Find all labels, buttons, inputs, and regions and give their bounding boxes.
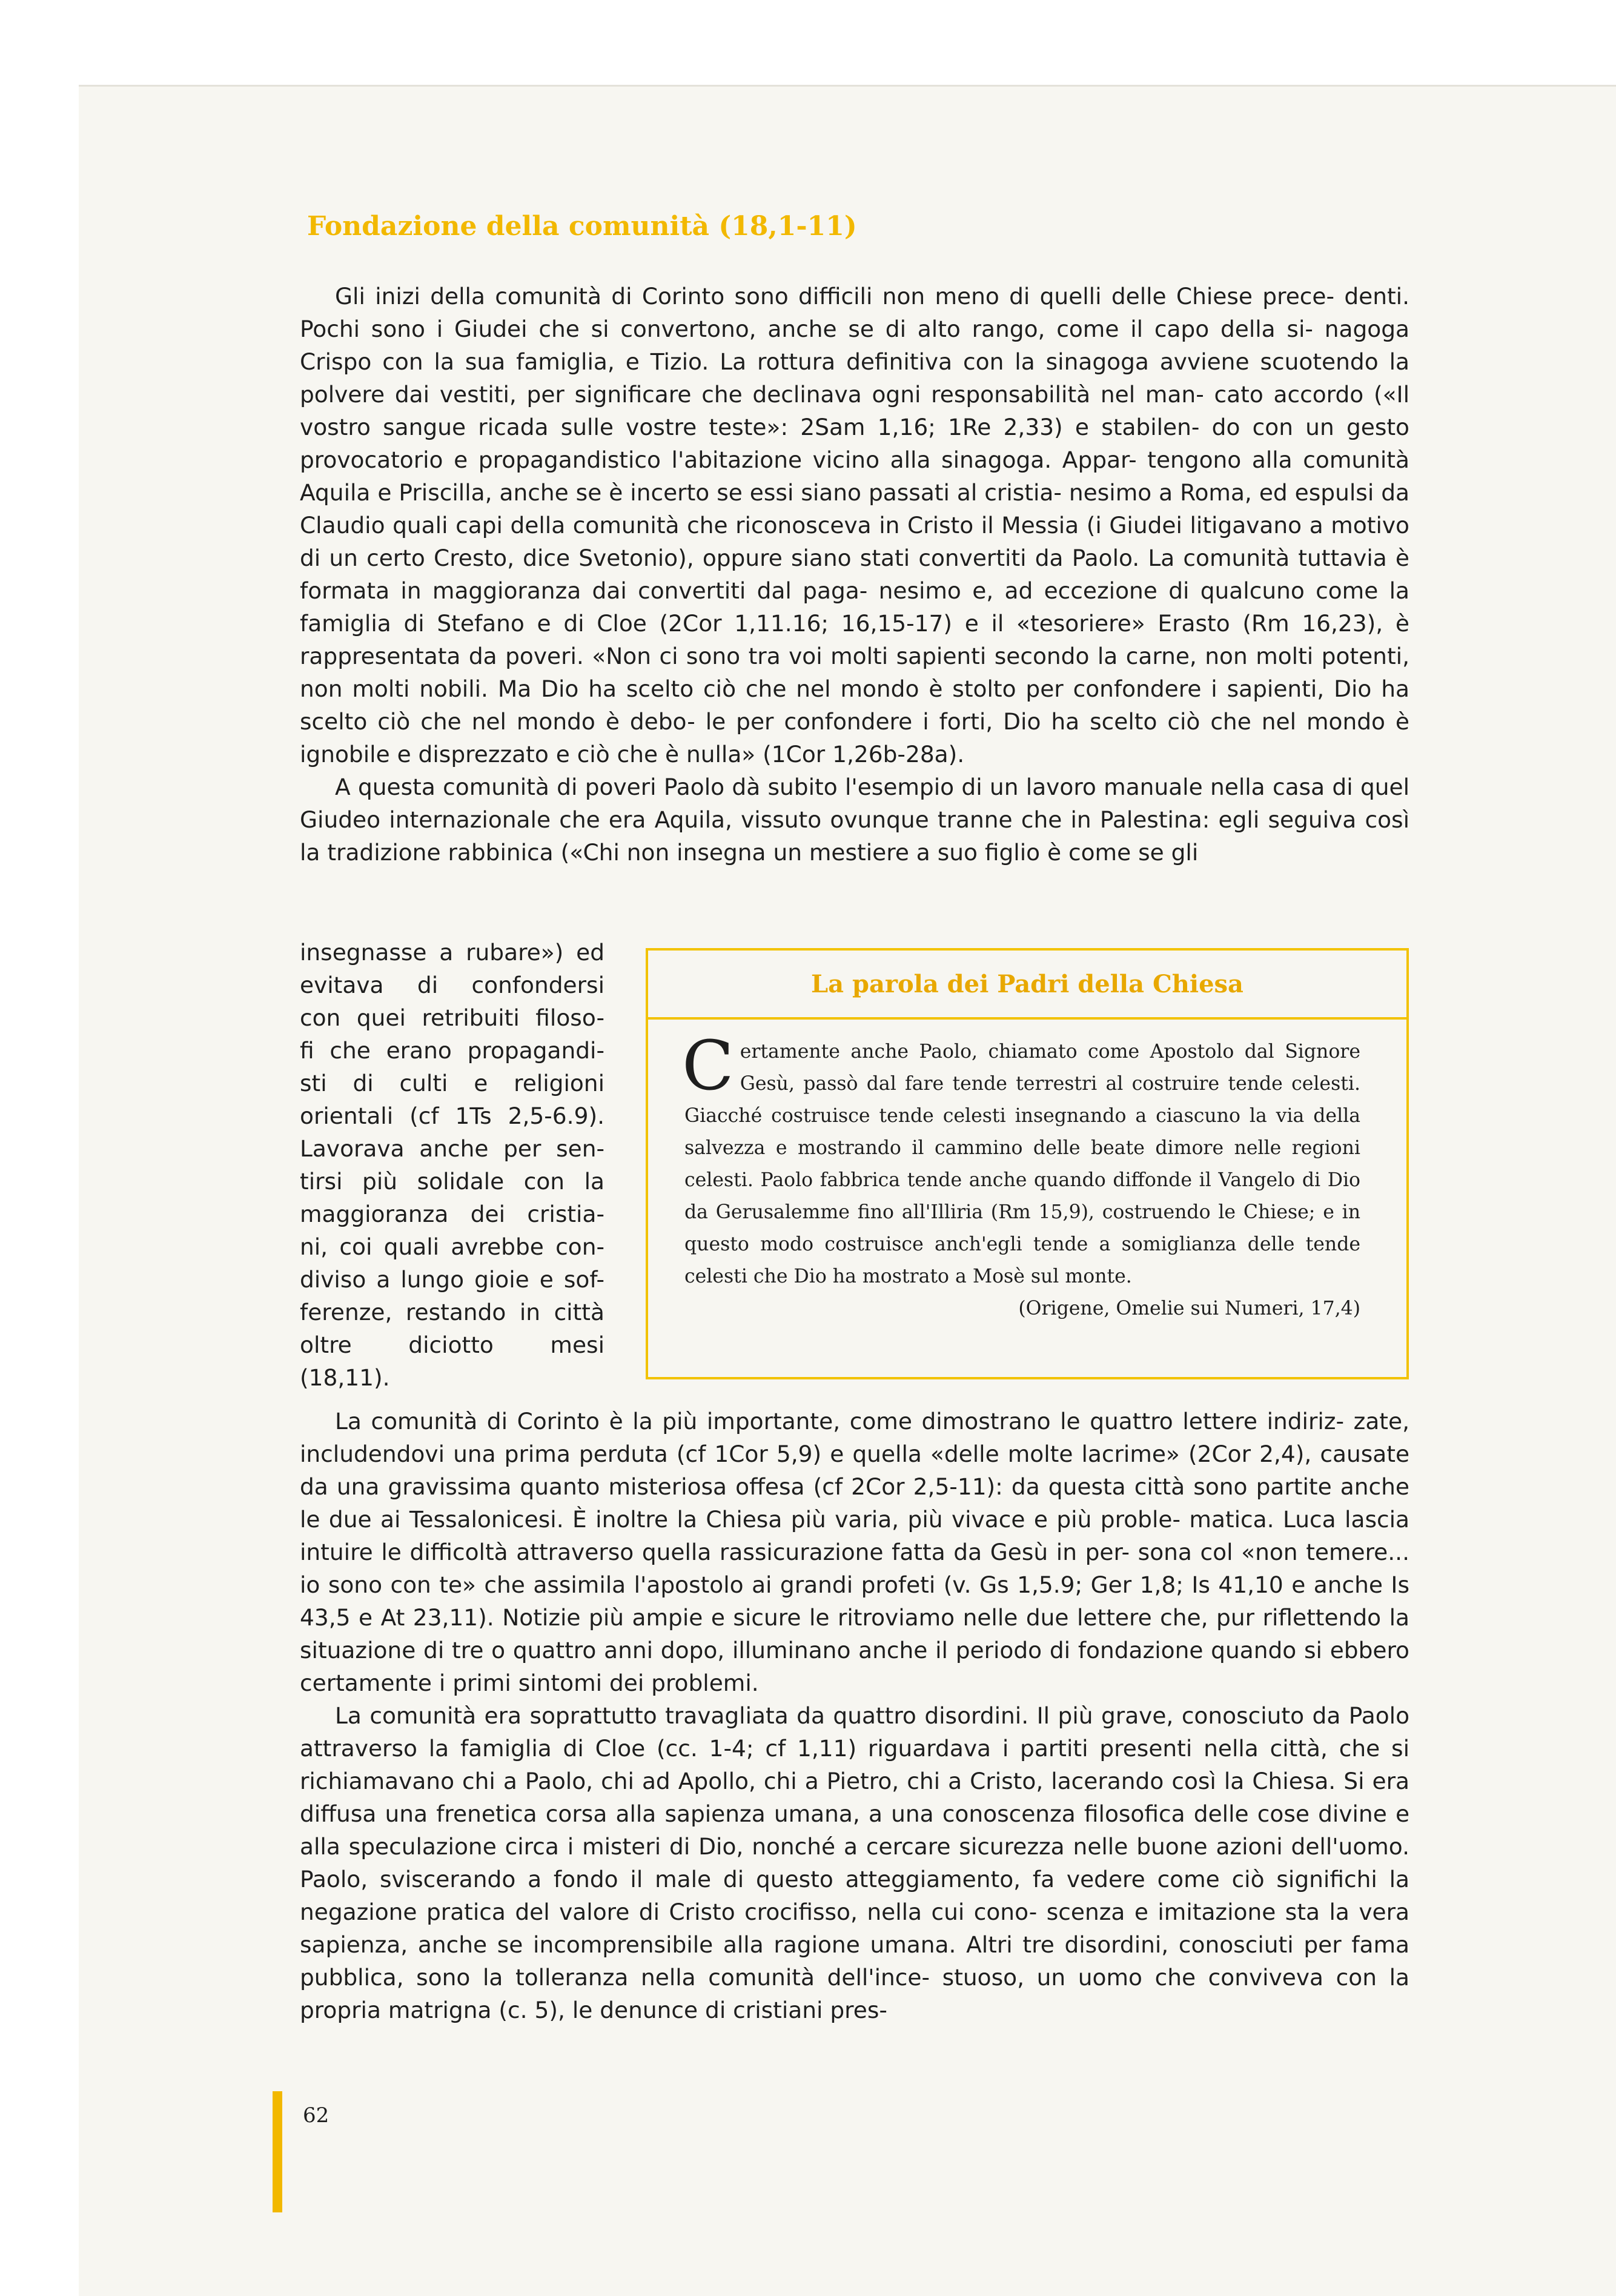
quote-citation: (Origene, Omelie sui Numeri, 17,4) bbox=[1018, 1298, 1360, 1319]
paragraph-2 bbox=[300, 771, 1409, 869]
text-line: Lavorava anche per sen- bbox=[300, 1135, 604, 1162]
text-line: con quei retribuiti filoso- bbox=[300, 1004, 604, 1031]
text-line: nagoga Crispo con la sua famiglia, e Tizio. La rottura definitiva con la sinagoga avviene bbox=[300, 316, 1409, 375]
text-line: periodo di fondazione quando si ebbero certamente i primi sintomi dei problemi. bbox=[300, 1637, 1409, 1696]
text-line: Ger 1,8; Is 41,10 e anche Is 43,5 e At 23,11). Notizie più ampie e sicure le ritroviamo nelle bbox=[300, 1571, 1410, 1631]
text-line: le per confondere i forti, Dio ha scelto ciò che nel mondo è ignobile e disprezzato e ciò che bbox=[300, 708, 1410, 768]
quote-line: beate dimore nelle regioni celesti. Paolo fabbrica tende anche bbox=[684, 1137, 1361, 1191]
text-line: che si richiamavano chi a Paolo, chi ad Apollo, chi a Pietro, chi a Cristo, lacerando così la bbox=[300, 1735, 1409, 1794]
page-number-bar bbox=[273, 2091, 282, 2212]
text-line: Paolo attraverso la famiglia di Cloe (cc. 1-4; cf 1,11) riguardava i partiti presenti nella città, bbox=[300, 1702, 1410, 1762]
text-line: (18,11). bbox=[300, 1364, 390, 1391]
text-line: che nel mondo è stolto per confondere i sapienti, Dio ha scelto ciò che nel mondo è debo- bbox=[300, 675, 1409, 735]
text-line: molti sapienti secondo la carne, non molti potenti, non molti nobili. Ma Dio ha scelto ciò bbox=[300, 643, 1409, 702]
body-text-upper bbox=[300, 280, 1409, 869]
body-text-lower bbox=[300, 1405, 1409, 2026]
quote-box-header bbox=[648, 951, 1406, 1020]
quote-line: ciascuno la via della salvezza e mostrando il cammino delle bbox=[684, 1105, 1361, 1159]
text-line: Gli inizi della comunità di Corinto sono difficili non meno di quelli delle Chiese prece- bbox=[335, 283, 1334, 310]
text-line: orientali (cf 1Ts 2,5-6.9). bbox=[300, 1103, 604, 1129]
text-line: tre disordini, conosciuti per fama pubblica, sono la tolleranza nella comunità dell'ince- bbox=[300, 1931, 1409, 1991]
text-line: due lettere che, pur riflettendo la situazione di tre o quattro anni dopo, illuminano anche il bbox=[300, 1604, 1409, 1664]
text-line: ni, coi quali avrebbe con- bbox=[300, 1233, 604, 1260]
text-line: do con un gesto provocatorio e propagandistico l'abitazione vicino alla sinagoga. Appar- bbox=[300, 414, 1410, 473]
text-line: oltre diciotto mesi bbox=[300, 1332, 604, 1358]
paragraph-1 bbox=[300, 280, 1409, 771]
text-line: denti. Pochi sono i Giudei che si convertono, anche se di alto rango, come il capo della si- bbox=[300, 283, 1410, 342]
text-line: delle cose divine e alla speculazione circa i misteri di Dio, nonché a cercare sicurezza nelle bbox=[300, 1800, 1410, 1860]
text-line: diviso a lungo gioie e sof- bbox=[300, 1266, 604, 1293]
text-line: La comunità era soprattutto travagliata da quattro disordini. Il più grave, conosciuto da bbox=[335, 1702, 1341, 1729]
text-line: buone azioni dell'uomo. Paolo, sviscerando a fondo il male di questo atteggiamento, fa bbox=[300, 1833, 1410, 1893]
paragraph-3 bbox=[300, 1405, 1409, 1699]
quote-line: quando diffonde il Vangelo di Dio da Gerusalemme fino bbox=[684, 1169, 1360, 1223]
text-line: zate, includendovi una prima perduta (cf 1Cor 5,9) e quella «delle molte lacrime» (2Cor 2,4), bbox=[300, 1408, 1409, 1467]
text-line: è nulla» (1Cor 1,26b-28a). bbox=[664, 741, 965, 768]
quote-line: tende celesti. Giacché costruisce tende celesti insegnando a bbox=[684, 1073, 1360, 1127]
quote-line: Signore Gesù, passò dal fare tende terrestri al costruire bbox=[740, 1041, 1360, 1095]
text-line: il Messia (i Giudei litigavano a motivo di un certo Cresto, dice Svetonio), oppure siano stati bbox=[300, 512, 1410, 571]
text-line: nesimo e, ad eccezione di qualcuno come la famiglia di Stefano e di Cloe (2Cor 1,11.16; bbox=[300, 577, 1410, 637]
text-line: cato accordo («Il vostro sangue ricada sulle vostre teste»: 2Sam 1,16; 1Re 2,33) e stabilen- bbox=[300, 381, 1410, 440]
quote-line: ertamente anche Paolo, chiamato come Apostolo dal bbox=[740, 1041, 1274, 1063]
text-line: sona col «non temere... io sono con te» che assimila l'apostolo ai grandi profeti (v. Gs 1,5.9; bbox=[300, 1539, 1409, 1598]
text-line: di quel Giudeo internazionale che era Aquila, vissuto ovunque tranne che in Palestina: egli bbox=[300, 774, 1410, 833]
text-line: maggioranza dei cristia- bbox=[300, 1201, 604, 1227]
drop-cap: C bbox=[682, 1027, 734, 1106]
text-line: scenza e imitazione sta la vera sapienza, anche se incomprensibile alla ragione umana. Altri bbox=[300, 1899, 1409, 1958]
text-line: tengono alla comunità Aquila e Priscilla, anche se è incerto se essi siano passati al cristia- bbox=[300, 446, 1409, 506]
text-line: nesimo a Roma, ed espulsi da Claudio quali capi della comunità che riconosceva in Cristo bbox=[300, 479, 1409, 539]
section-heading: Fondazione della comunità (18,1-11) bbox=[307, 211, 857, 242]
text-line: convertiti da Paolo. La comunità tuttavia è formata in maggioranza dai convertiti dal paga- bbox=[300, 545, 1410, 604]
text-line: scuotendo la polvere dai vestiti, per significare che declinava ogni responsabilità nel man- bbox=[300, 348, 1409, 408]
quote-box-title: La parola dei Padri della Chiesa bbox=[811, 969, 1243, 998]
page-number: 62 bbox=[303, 2103, 329, 2128]
text-line: ferenze, restando in città bbox=[300, 1299, 604, 1326]
fathers-quote-box bbox=[646, 948, 1409, 1379]
text-line: stuoso, un uomo che conviveva con la propria matrigna (c. 5), le denunce di cristiani pres- bbox=[300, 1964, 1409, 2023]
paragraph-4 bbox=[300, 1699, 1409, 2026]
quote-line: all'Illiria (Rm 15,9), costruendo le Chiese; e in questo modo bbox=[684, 1201, 1361, 1255]
text-line: Chiesa. Si era diffusa una frenetica corsa alla sapienza umana, a una conoscenza filosofica bbox=[300, 1768, 1409, 1827]
text-line: La comunità di Corinto è la più importante, come dimostrano le quattro lettere indiriz- bbox=[335, 1408, 1345, 1435]
text-line: evitava di confondersi bbox=[300, 972, 604, 998]
text-line: tirsi più solidale con la bbox=[300, 1168, 604, 1195]
text-line: insegnasse a rubare») ed bbox=[300, 939, 604, 966]
quote-text bbox=[682, 1027, 1361, 1325]
text-line: vedere come ciò significhi la negazione pratica del valore di Cristo crocifisso, nella cui cono- bbox=[300, 1866, 1409, 1925]
text-line: A questa comunità di poveri Paolo dà subito l'esempio di un lavoro manuale nella casa bbox=[335, 774, 1325, 800]
text-line: 16,15-17) e il «tesoriere» Erasto (Rm 16,23), è rappresentata da poveri. «Non ci sono tra voi bbox=[300, 610, 1409, 669]
narrow-column-text bbox=[300, 936, 604, 1394]
quote-line: costruisce anch'egli tende a somiglianza delle tende celesti che bbox=[684, 1233, 1361, 1287]
text-line: fi che erano propagandi- bbox=[300, 1037, 604, 1064]
text-line: sti di culti e religioni bbox=[300, 1070, 604, 1097]
text-line: partite anche le due ai Tessalonicesi. È inoltre la Chiesa più varia, più vivace e più proble- bbox=[300, 1473, 1409, 1533]
text-line: seguiva così la tradizione rabbinica («Chi non insegna un mestiere a suo figlio è come se gli bbox=[300, 806, 1409, 866]
quote-line: Dio ha mostrato a Mosè sul monte. bbox=[793, 1266, 1132, 1287]
text-line: causate da una gravissima quanto misteriosa offesa (cf 2Cor 2,5-11): da questa città sono bbox=[300, 1441, 1410, 1500]
text-line: matica. Luca lascia intuire le difficoltà attraverso quella rassicurazione fatta da Gesù in per- bbox=[300, 1506, 1409, 1565]
